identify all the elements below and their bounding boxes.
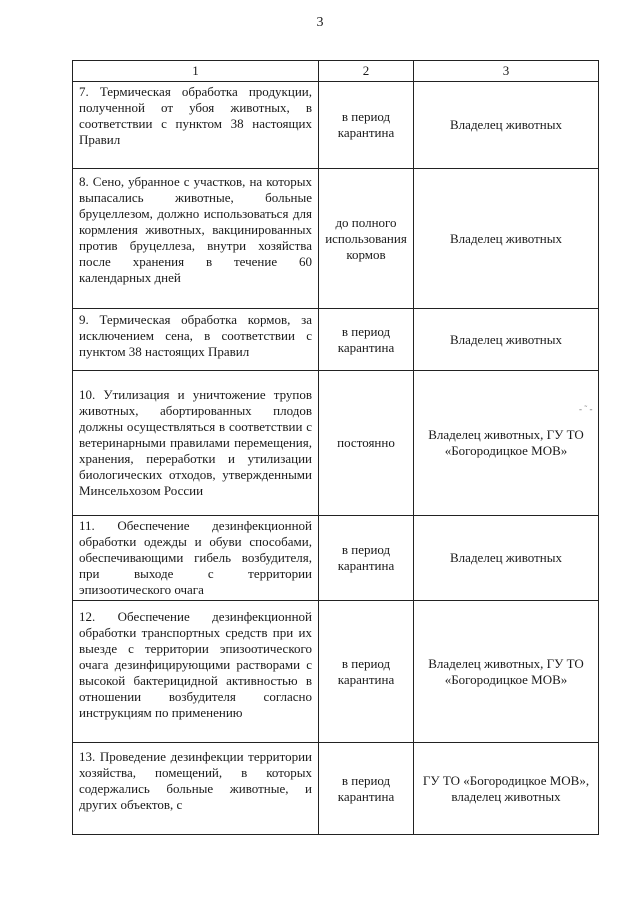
margin-scan-marks: - ˜ -	[579, 404, 593, 414]
period-cell: постоянно	[319, 371, 414, 516]
page-number: 3	[316, 15, 324, 30]
table-row	[73, 516, 599, 601]
measure-cell: 13. Проведение дезинфекции территории хозяйства, помещений, в которых содержались больные животные, и других объектов, с	[73, 743, 319, 835]
table-row	[73, 743, 599, 835]
measure-cell: 10. Утилизация и уничтожение трупов животных, абортированных плодов должны осуществляться в соответствии с ветеринарными правилами перемещения, хранения, переработки и утилизации биологических отходов, утвержденными Минсельхозом России	[73, 371, 319, 516]
period-cell: до полного использования кормов	[319, 169, 414, 309]
responsible-cell: Владелец животных, ГУ ТО «Богородицкое МОВ»	[414, 371, 599, 516]
table-row	[73, 371, 599, 516]
responsible-cell: Владелец животных	[414, 82, 599, 169]
measure-cell: 12. Обеспечение дезинфекционной обработки транспортных средств при их выезде с территории эпизоотического очага дезинфицирующими растворами с высокой бактерицидной активностью в отношении возбудителя согласно инструкциям по применению	[73, 601, 319, 743]
responsible-cell: Владелец животных	[414, 309, 599, 371]
period-cell: в период карантина	[319, 82, 414, 169]
header-row	[73, 61, 599, 82]
measure-cell: 9. Термическая обработка кормов, за исключением сена, в соответствии с пунктом 38 настоящих Правил	[73, 309, 319, 371]
table-header	[73, 61, 599, 82]
table-row	[73, 169, 599, 309]
responsible-cell: Владелец животных	[414, 169, 599, 309]
responsible-cell: ГУ ТО «Богородицкое МОВ», владелец животных	[414, 743, 599, 835]
period-cell: в период карантина	[319, 601, 414, 743]
period-cell: в период карантина	[319, 309, 414, 371]
responsible-cell: Владелец животных	[414, 516, 599, 601]
responsible-cell: Владелец животных, ГУ ТО «Богородицкое МОВ»	[414, 601, 599, 743]
measures-table	[72, 60, 599, 835]
period-cell: в период карантина	[319, 516, 414, 601]
table-row	[73, 601, 599, 743]
measure-cell: 11. Обеспечение дезинфекционной обработки одежды и обуви способами, обеспечивающими гибель возбудителя, при выходе с территории эпизоотического очага	[73, 516, 319, 601]
period-cell: в период карантина	[319, 743, 414, 835]
table-row	[73, 309, 599, 371]
column-header-2: 2	[319, 61, 414, 82]
table-row	[73, 82, 599, 169]
measure-cell: 8. Сено, убранное с участков, на которых выпасались животные, больные бруцеллезом, должно использоваться для кормления животных, вакцинированных против бруцеллеза, внутри хозяйства после хранения в течение 60 календарных дней	[73, 169, 319, 309]
column-header-3: 3	[414, 61, 599, 82]
measure-cell: 7. Термическая обработка продукции, полученной от убоя животных, в соответствии с пунктом 38 настоящих Правил	[73, 82, 319, 169]
column-header-1: 1	[73, 61, 319, 82]
table-body	[73, 82, 599, 835]
